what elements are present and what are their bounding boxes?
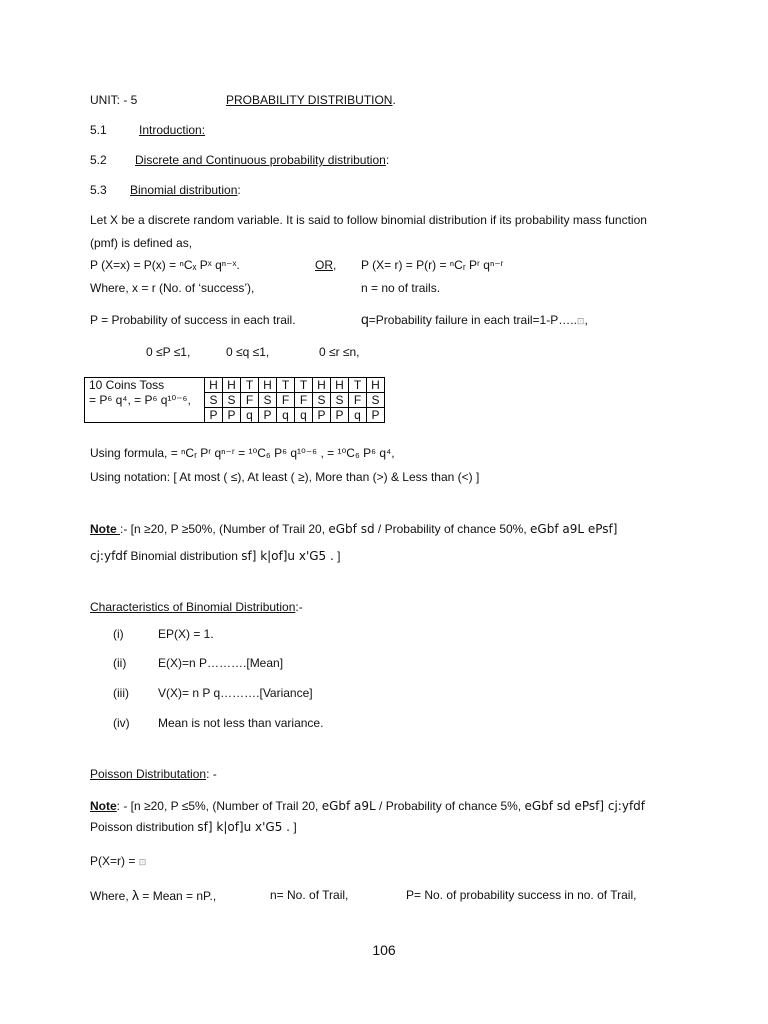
page-title-end: .: [392, 93, 396, 107]
using-notation: Using notation: [ At most ( ≤), At least ( ≥), More than (>) & Less than (<) ]: [90, 470, 480, 484]
coin-toss-table: [84, 377, 385, 423]
list-item: V(X)= n P q……….[Variance]: [158, 686, 313, 700]
table-cell: F: [241, 393, 259, 408]
table-cell: P: [313, 408, 331, 423]
where-text: Where,: [90, 889, 133, 903]
table-cell: q: [277, 408, 295, 423]
list-item-number: (iii): [113, 686, 129, 700]
note-legacy-text: eGbf sd: [328, 522, 375, 536]
table-cell: P: [205, 408, 223, 423]
unit-label: UNIT: - 5: [90, 93, 138, 107]
table-cell: q: [295, 408, 313, 423]
table-cell: T: [277, 378, 295, 393]
note-legacy-text: sf] k|of]u x'G5 .: [241, 549, 334, 563]
list-item-number: (ii): [113, 656, 127, 670]
p-definition-poisson: P= No. of probability success in no. of Trail,: [406, 888, 637, 902]
section-title-text: Discrete and Continuous probability distribution: [135, 153, 386, 167]
or-text: OR: [315, 258, 333, 272]
note-text: / Probability of chance 50%,: [374, 522, 531, 536]
note-legacy-text: sf] k|of]u x'G5 .: [197, 820, 290, 834]
table-row: [85, 378, 385, 393]
section-number: 5.1: [90, 123, 107, 137]
table-row: [85, 393, 385, 408]
poisson-pmf-text: P(X=r) =: [90, 854, 139, 868]
or-suffix: ,: [333, 258, 337, 272]
table-cell: F: [349, 393, 367, 408]
section-title-text: Binomial distribution: [130, 183, 238, 197]
table-cell: S: [313, 393, 331, 408]
q-definition-text: =Probability failure in each trail=1-P…..: [368, 313, 577, 327]
or-label: [315, 257, 336, 273]
intro-line: (pmf) is defined as,: [90, 236, 193, 250]
lambda-symbol: λ: [132, 887, 140, 903]
note-text: Poisson distribution: [90, 820, 198, 834]
section-title: [130, 182, 241, 198]
page-title-text: PROBABILITY DISTRIBUTION: [226, 93, 393, 107]
note-text: :- [n ≥20, P ≥50%, (Number of Trail 20,: [120, 522, 329, 536]
table-cell: P: [367, 408, 385, 423]
table-cell: H: [313, 378, 331, 393]
pmf-formula-left: P (X=x) = P(x) = ⁿCₓ Pˣ qⁿ⁻ˣ.: [90, 258, 240, 272]
q-definition-end: ,: [584, 313, 588, 327]
table-cell: S: [223, 393, 241, 408]
table-cell: S: [367, 393, 385, 408]
range-r: 0 ≤r ≤n,: [319, 345, 360, 359]
note-binomial-line2: [90, 548, 341, 564]
using-formula: Using formula, = ⁿCᵣ Pʳ qⁿ⁻ʳ = ¹⁰C₆ P⁶ q¹⁰⁻⁶ , = ¹⁰C₆ P⁶ q⁴,: [90, 446, 395, 460]
poisson-where: [90, 887, 216, 904]
table-cell: T: [349, 378, 367, 393]
poisson-pmf: [90, 853, 146, 870]
list-item-number: (iv): [113, 716, 130, 730]
note-label: Note: [90, 522, 120, 536]
note-text: : - [n ≥20, P ≤5%, (Number of Trail 20,: [116, 799, 322, 813]
section-number: 5.2: [90, 153, 107, 167]
note-legacy-text: cj:yfdf: [90, 549, 128, 563]
characteristics-heading: [90, 599, 303, 615]
p-definition: P = Probability of success in each trail.: [90, 313, 296, 327]
note-text: Binomial distribution: [127, 549, 242, 563]
characteristics-heading-suffix: :-: [295, 600, 303, 614]
note-text: ]: [290, 820, 297, 834]
table-cell: q: [241, 408, 259, 423]
table-row: [85, 408, 385, 423]
poisson-heading-text: Poisson Distributation: [90, 767, 207, 781]
table-label: = P⁶ q⁴, = P⁶ q¹⁰⁻⁶,: [85, 393, 205, 408]
table-cell: H: [331, 378, 349, 393]
page-number: 106: [372, 942, 396, 958]
lambda-definition: = Mean = nP.,: [139, 889, 217, 903]
q-letter: q: [361, 311, 369, 327]
section-title-suffix: :: [385, 153, 390, 167]
table-label: 10 Coins Toss: [85, 378, 205, 393]
note-binomial-line1: [90, 521, 617, 537]
table-cell: H: [259, 378, 277, 393]
note-text: ]: [333, 549, 341, 563]
note-text: / Probability of chance 5%,: [375, 799, 525, 813]
table-cell: S: [331, 393, 349, 408]
missing-glyph-icon: ⊡: [138, 857, 147, 867]
note-poisson-line2: [90, 819, 297, 835]
where-right: n = no of trails.: [361, 281, 441, 295]
table-cell: P: [259, 408, 277, 423]
table-cell: T: [295, 378, 313, 393]
section-number: 5.3: [90, 183, 107, 197]
list-item: E(X)=n P……….[Mean]: [158, 656, 284, 670]
table-cell: P: [223, 408, 241, 423]
table-cell: H: [367, 378, 385, 393]
section-title: [135, 152, 389, 168]
n-definition: n= No. of Trail,: [270, 888, 349, 902]
poisson-heading: [90, 766, 217, 782]
list-item: EP(X) = 1.: [158, 627, 214, 641]
table-cell: P: [331, 408, 349, 423]
page-title: [226, 92, 396, 108]
table-cell: F: [277, 393, 295, 408]
note-legacy-text: eGbf sd ePsf] cj:yfdf: [524, 799, 646, 813]
where-left: Where, x = r (No. of ‘success’),: [90, 281, 255, 295]
table-cell: F: [295, 393, 313, 408]
range-p: 0 ≤P ≤1,: [146, 345, 191, 359]
section-title-suffix: :: [237, 183, 241, 197]
note-legacy-text: eGbf a9L: [321, 799, 376, 813]
pmf-formula-right: P (X= r) = P(r) = ⁿCᵣ Pʳ qⁿ⁻ʳ: [361, 258, 504, 272]
table-cell: S: [205, 393, 223, 408]
poisson-heading-suffix: : -: [206, 767, 217, 781]
table-label-empty: [85, 408, 205, 423]
note-poisson-line1: [90, 798, 645, 814]
table-cell: T: [241, 378, 259, 393]
list-item-number: (i): [113, 627, 124, 641]
list-item: Mean is not less than variance.: [158, 716, 324, 730]
note-legacy-text: eGbf a9L ePsf]: [530, 522, 618, 536]
missing-glyph-icon: ⊡: [576, 316, 585, 326]
q-definition: [361, 311, 588, 329]
range-q: 0 ≤q ≤1,: [226, 345, 270, 359]
intro-line: Let X be a discrete random variable. It is said to follow binomial distribution if its probability mass function: [90, 213, 647, 227]
table-cell: H: [223, 378, 241, 393]
note-label: Note: [90, 799, 117, 813]
section-title: Introduction:: [139, 123, 206, 137]
table-cell: S: [259, 393, 277, 408]
table-cell: q: [349, 408, 367, 423]
characteristics-heading-text: Characteristics of Binomial Distribution: [90, 600, 296, 614]
table-cell: H: [205, 378, 223, 393]
